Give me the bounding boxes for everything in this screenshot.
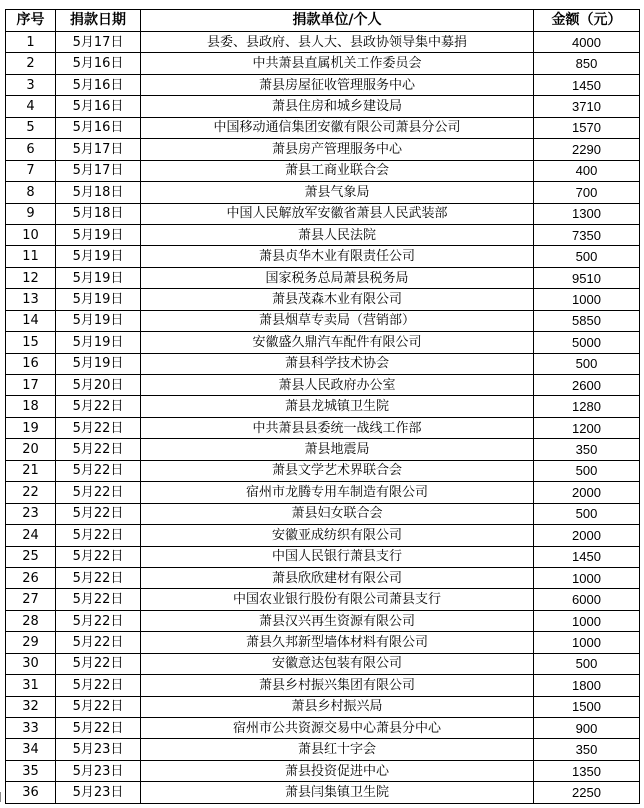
table-row: [6, 525, 640, 546]
amount-cell: 2250: [534, 782, 640, 803]
serial-number-cell: 26: [6, 567, 56, 588]
table-row: [6, 246, 640, 267]
table-row: [6, 589, 640, 610]
serial-number-cell: 16: [6, 353, 56, 374]
table-row: [6, 696, 640, 717]
donor-cell: 萧县房屋征收管理服务中心: [141, 74, 534, 95]
donor-cell: 中共萧县县委统一战线工作部: [141, 417, 534, 438]
donor-cell: 萧县红十字会: [141, 739, 534, 760]
table-row: [6, 653, 640, 674]
serial-number-cell: 34: [6, 739, 56, 760]
table-row: [6, 289, 640, 310]
donor-cell: 萧县乡村振兴局: [141, 696, 534, 717]
amount-cell: 2000: [534, 482, 640, 503]
donor-cell: 萧县气象局: [141, 182, 534, 203]
donor-cell: 中国人民银行萧县支行: [141, 546, 534, 567]
donor-cell: 县委、县政府、县人大、县政协领导集中募捐: [141, 32, 534, 53]
serial-number-cell: 33: [6, 718, 56, 739]
donation-date-cell: 5月22日: [56, 546, 141, 567]
amount-cell: 9510: [534, 267, 640, 288]
donor-cell: 中国农业银行股份有限公司萧县支行: [141, 589, 534, 610]
serial-number-cell: 7: [6, 160, 56, 181]
table-row: [6, 760, 640, 781]
donation-date-cell: 5月17日: [56, 139, 141, 160]
serial-number-cell: 12: [6, 267, 56, 288]
donation-date-cell: 5月23日: [56, 760, 141, 781]
serial-number-cell: 23: [6, 503, 56, 524]
amount-cell: 850: [534, 53, 640, 74]
amount-cell: 1450: [534, 74, 640, 95]
donation-date-cell: 5月22日: [56, 589, 141, 610]
donor-cell: 萧县文学艺术界联合会: [141, 460, 534, 481]
donation-date-cell: 5月23日: [56, 739, 141, 760]
table-row: [6, 482, 640, 503]
donation-date-cell: 5月20日: [56, 375, 141, 396]
serial-number-cell: 27: [6, 589, 56, 610]
table-row: [6, 32, 640, 53]
amount-cell: 1350: [534, 760, 640, 781]
amount-cell: 400: [534, 160, 640, 181]
table-row: [6, 139, 640, 160]
donation-date-cell: 5月19日: [56, 332, 141, 353]
serial-number-cell: 13: [6, 289, 56, 310]
table-row: [6, 96, 640, 117]
serial-number-cell: 31: [6, 675, 56, 696]
amount-cell: 1000: [534, 610, 640, 631]
serial-number-cell: 15: [6, 332, 56, 353]
donation-date-cell: 5月22日: [56, 482, 141, 503]
amount-cell: 6000: [534, 589, 640, 610]
amount-cell: 1570: [534, 117, 640, 138]
donor-cell: 萧县房产管理服务中心: [141, 139, 534, 160]
amount-cell: 5850: [534, 310, 640, 331]
donor-cell: 萧县妇女联合会: [141, 503, 534, 524]
amount-cell: 2000: [534, 525, 640, 546]
donor-cell: 宿州市龙腾专用车制造有限公司: [141, 482, 534, 503]
donor-cell: 中国人民解放军安徽省萧县人民武装部: [141, 203, 534, 224]
donation-date-cell: 5月22日: [56, 567, 141, 588]
table-row: [6, 353, 640, 374]
serial-number-cell: 1: [6, 32, 56, 53]
table-row: [6, 739, 640, 760]
amount-cell: 2290: [534, 139, 640, 160]
amount-cell: 1450: [534, 546, 640, 567]
donor-cell: 萧县投资促进中心: [141, 760, 534, 781]
amount-cell: 1000: [534, 632, 640, 653]
table-row: [6, 632, 640, 653]
donor-cell: 安徽亚成纺织有限公司: [141, 525, 534, 546]
amount-cell: 500: [534, 460, 640, 481]
serial-number-cell: 18: [6, 396, 56, 417]
table-row: [6, 267, 640, 288]
donation-date-cell: 5月19日: [56, 289, 141, 310]
serial-number-cell: 21: [6, 460, 56, 481]
donor-cell: 宿州市公共资源交易中心萧县分中心: [141, 718, 534, 739]
amount-cell: 1200: [534, 417, 640, 438]
serial-number-cell: 6: [6, 139, 56, 160]
table-row: [6, 160, 640, 181]
table-row: [6, 310, 640, 331]
donation-date-cell: 5月16日: [56, 53, 141, 74]
table-row: [6, 417, 640, 438]
donation-date-cell: 5月18日: [56, 182, 141, 203]
serial-number-cell: 25: [6, 546, 56, 567]
amount-cell: 700: [534, 182, 640, 203]
serial-number-cell: 32: [6, 696, 56, 717]
serial-number-cell: 35: [6, 760, 56, 781]
donation-date-cell: 5月23日: [56, 782, 141, 803]
donation-date-cell: 5月19日: [56, 267, 141, 288]
donor-cell: 安徽意达包装有限公司: [141, 653, 534, 674]
amount-cell: 900: [534, 718, 640, 739]
amount-cell: 2600: [534, 375, 640, 396]
serial-number-cell: 5: [6, 117, 56, 138]
donation-date-cell: 5月19日: [56, 224, 141, 245]
serial-number-cell: 30: [6, 653, 56, 674]
serial-number-cell: 8: [6, 182, 56, 203]
table-row: [6, 332, 640, 353]
amount-cell: 4000: [534, 32, 640, 53]
table-row: [6, 375, 640, 396]
donation-date-cell: 5月22日: [56, 525, 141, 546]
donation-date-cell: 5月22日: [56, 439, 141, 460]
table-row: [6, 396, 640, 417]
table-row: [6, 439, 640, 460]
header-amount: 金额（元）: [534, 10, 640, 32]
table-row: [6, 53, 640, 74]
donor-cell: 萧县科学技术协会: [141, 353, 534, 374]
serial-number-cell: 36: [6, 782, 56, 803]
table-row: [6, 782, 640, 803]
donation-date-cell: 5月16日: [56, 96, 141, 117]
donor-cell: 萧县茂森木业有限公司: [141, 289, 534, 310]
donation-date-cell: 5月22日: [56, 696, 141, 717]
table-body: [6, 32, 640, 804]
donation-date-cell: 5月22日: [56, 417, 141, 438]
scroll-edge-mark: [0, 792, 4, 802]
donation-date-cell: 5月19日: [56, 246, 141, 267]
header-serial-number: 序号: [6, 10, 56, 32]
header-donation-date: 捐款日期: [56, 10, 141, 32]
donor-cell: 中共萧县直属机关工作委员会: [141, 53, 534, 74]
donation-date-cell: 5月22日: [56, 632, 141, 653]
table-row: [6, 224, 640, 245]
serial-number-cell: 4: [6, 96, 56, 117]
serial-number-cell: 10: [6, 224, 56, 245]
donation-table: [5, 9, 640, 804]
donor-cell: 萧县人民法院: [141, 224, 534, 245]
serial-number-cell: 9: [6, 203, 56, 224]
serial-number-cell: 17: [6, 375, 56, 396]
serial-number-cell: 22: [6, 482, 56, 503]
donation-date-cell: 5月16日: [56, 74, 141, 95]
donor-cell: 萧县人民政府办公室: [141, 375, 534, 396]
amount-cell: 500: [534, 353, 640, 374]
table-row: [6, 203, 640, 224]
donor-cell: 萧县龙城镇卫生院: [141, 396, 534, 417]
donor-cell: 萧县乡村振兴集团有限公司: [141, 675, 534, 696]
donor-cell: 国家税务总局萧县税务局: [141, 267, 534, 288]
serial-number-cell: 11: [6, 246, 56, 267]
donor-cell: 萧县闫集镇卫生院: [141, 782, 534, 803]
serial-number-cell: 24: [6, 525, 56, 546]
donation-date-cell: 5月22日: [56, 653, 141, 674]
amount-cell: 500: [534, 503, 640, 524]
donation-date-cell: 5月22日: [56, 460, 141, 481]
donation-date-cell: 5月17日: [56, 32, 141, 53]
serial-number-cell: 19: [6, 417, 56, 438]
amount-cell: 3710: [534, 96, 640, 117]
header-row: [6, 10, 640, 32]
donor-cell: 萧县汉兴再生资源有限公司: [141, 610, 534, 631]
donor-cell: 萧县欣欣建材有限公司: [141, 567, 534, 588]
donation-date-cell: 5月22日: [56, 610, 141, 631]
table-row: [6, 74, 640, 95]
amount-cell: 1800: [534, 675, 640, 696]
serial-number-cell: 2: [6, 53, 56, 74]
table-row: [6, 503, 640, 524]
serial-number-cell: 28: [6, 610, 56, 631]
amount-cell: 500: [534, 246, 640, 267]
donor-cell: 萧县地震局: [141, 439, 534, 460]
donation-date-cell: 5月19日: [56, 310, 141, 331]
amount-cell: 350: [534, 439, 640, 460]
table-row: [6, 610, 640, 631]
donation-date-cell: 5月19日: [56, 353, 141, 374]
donation-date-cell: 5月22日: [56, 675, 141, 696]
donor-cell: 安徽盛久鼎汽车配件有限公司: [141, 332, 534, 353]
donation-date-cell: 5月22日: [56, 503, 141, 524]
serial-number-cell: 14: [6, 310, 56, 331]
donation-date-cell: 5月16日: [56, 117, 141, 138]
amount-cell: 1280: [534, 396, 640, 417]
donor-cell: 中国移动通信集团安徽有限公司萧县分公司: [141, 117, 534, 138]
header-donor: 捐款单位/个人: [141, 10, 534, 32]
donor-cell: 萧县久邦新型墙体材料有限公司: [141, 632, 534, 653]
table-row: [6, 567, 640, 588]
serial-number-cell: 3: [6, 74, 56, 95]
amount-cell: 1500: [534, 696, 640, 717]
donor-cell: 萧县住房和城乡建设局: [141, 96, 534, 117]
serial-number-cell: 29: [6, 632, 56, 653]
amount-cell: 1000: [534, 567, 640, 588]
amount-cell: 1000: [534, 289, 640, 310]
table-row: [6, 117, 640, 138]
donor-cell: 萧县工商业联合会: [141, 160, 534, 181]
table-row: [6, 718, 640, 739]
table-row: [6, 182, 640, 203]
amount-cell: 7350: [534, 224, 640, 245]
table-row: [6, 460, 640, 481]
table-header: [6, 10, 640, 32]
table-row: [6, 546, 640, 567]
amount-cell: 1300: [534, 203, 640, 224]
donation-date-cell: 5月22日: [56, 718, 141, 739]
donation-date-cell: 5月17日: [56, 160, 141, 181]
donor-cell: 萧县烟草专卖局（营销部）: [141, 310, 534, 331]
donor-cell: 萧县贞华木业有限责任公司: [141, 246, 534, 267]
amount-cell: 500: [534, 653, 640, 674]
amount-cell: 350: [534, 739, 640, 760]
serial-number-cell: 20: [6, 439, 56, 460]
table-row: [6, 675, 640, 696]
donation-date-cell: 5月18日: [56, 203, 141, 224]
amount-cell: 5000: [534, 332, 640, 353]
donation-date-cell: 5月22日: [56, 396, 141, 417]
